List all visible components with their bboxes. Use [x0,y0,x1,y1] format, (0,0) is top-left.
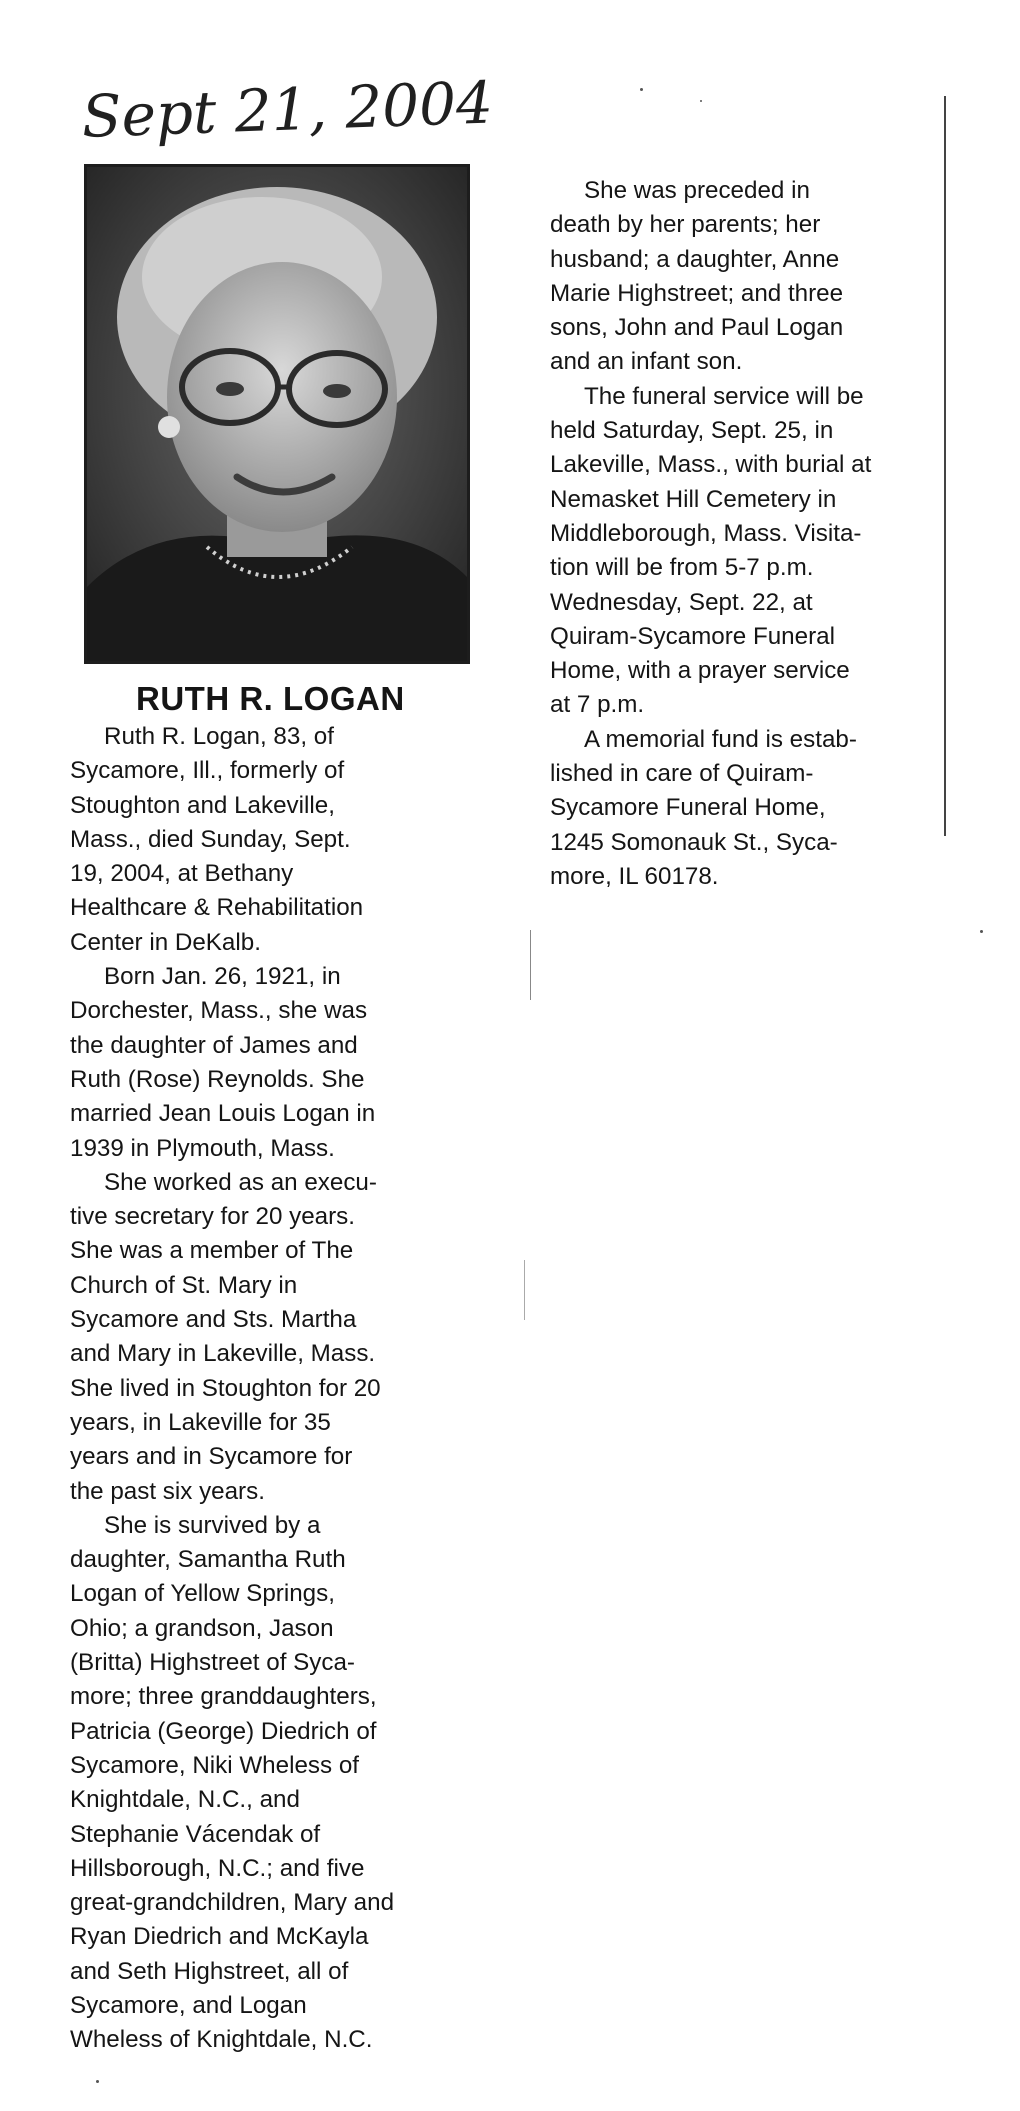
text-line: death by her parents; her [550,211,821,239]
text-line: more; three granddaughters, [70,1683,377,1711]
text-line: Sycamore, Ill., formerly of [70,757,345,785]
scan-speck [96,2080,99,2083]
text-line: Sycamore Funeral Home, [550,794,826,822]
text-line: sons, John and Paul Logan [550,314,844,342]
text-line: 1245 Somonauk St., Syca- [550,828,838,856]
handwritten-date [78,68,498,158]
text-line: Stoughton and Lakeville, [70,791,335,819]
text-line: Church of St. Mary in [70,1271,298,1299]
text-line: The funeral service will be [584,382,864,410]
obituary-paragraph [70,1166,470,1509]
text-line: Hillsborough, N.C.; and five [70,1854,365,1882]
obituary-headline: RUTH R. LOGAN [136,680,405,717]
text-line: Ohio; a grandson, Jason [70,1614,334,1642]
text-line: tion will be from 5-7 p.m. [550,554,814,582]
text-line: the past six years. [70,1477,265,1505]
text-line: 19, 2004, at Bethany [70,860,294,888]
text-line: more, IL 60178. [550,862,719,890]
text-line: and Seth Highstreet, all of [70,1957,349,1985]
text-line: and an infant son. [550,348,743,376]
scan-speck [640,88,643,91]
handwritten-date-text: Sept 21, 2004 [80,68,494,151]
portrait-photo [84,164,470,664]
text-line: Marie Highstreet; and three [550,279,844,307]
left-column [70,720,470,2058]
text-line: Wednesday, Sept. 22, at [550,588,813,616]
obituary-paragraph [70,960,470,1166]
obituary-paragraph [550,174,940,380]
text-line: Stephanie Vácendak of [70,1820,321,1848]
portrait-image [87,167,467,661]
text-line: married Jean Louis Logan in [70,1100,376,1128]
text-line: Healthcare & Rehabilitation [70,894,364,922]
text-line: She was preceded in [584,177,810,204]
text-line: Sycamore, Niki Wheless of [70,1751,359,1779]
margin-mark [530,930,531,1000]
text-line: Ryan Diedrich and McKayla [70,1923,369,1951]
text-line: Dorchester, Mass., she was [70,997,368,1025]
obituary-paragraph [550,723,940,894]
text-line: Quiram-Sycamore Funeral [550,622,835,650]
text-line: Born Jan. 26, 1921, in [104,963,341,991]
text-line: Nemasket Hill Cemetery in [550,485,837,513]
text-line: Home, with a prayer service [550,657,850,685]
text-line: 1939 in Plymouth, Mass. [70,1134,335,1162]
text-line: tive secretary for 20 years. [70,1203,355,1231]
text-line: lished in care of Quiram- [550,760,814,788]
text-line: Knightdale, N.C., and [70,1786,300,1814]
text-line: Logan of Yellow Springs, [70,1580,335,1608]
obituary-paragraph [550,380,940,723]
obituary-paragraph [70,1509,470,2058]
scan-speck [700,100,702,102]
text-line: great-grandchildren, Mary and [70,1889,395,1917]
text-line: Wheless of Knightdale, N.C. [70,2026,373,2054]
text-line: daughter, Samantha Ruth [70,1546,346,1574]
obituary-paragraph [70,720,470,960]
text-line: Middleborough, Mass. Visita- [550,519,862,547]
text-line: (Britta) Highstreet of Syca- [70,1649,355,1677]
text-line: the daughter of James and [70,1031,358,1059]
text-line: Sycamore and Sts. Martha [70,1306,357,1334]
text-line: Ruth (Rose) Reynolds. She [70,1065,365,1093]
column-rule [944,96,946,836]
text-line: Mass., died Sunday, Sept. [70,825,351,853]
text-line: She lived in Stoughton for 20 [70,1374,381,1402]
right-column [550,174,940,894]
text-line: Center in DeKalb. [70,928,261,956]
text-line: Sycamore, and Logan [70,1991,307,2019]
text-line: Patricia (George) Diedrich of [70,1717,377,1745]
text-line: years, in Lakeville for 35 [70,1408,331,1436]
text-line: held Saturday, Sept. 25, in [550,417,834,445]
text-line: She was a member of The [70,1237,354,1265]
text-line: at 7 p.m. [550,691,645,719]
text-line: years and in Sycamore for [70,1443,353,1471]
text-line: She is survived by a [104,1511,321,1539]
margin-mark [524,1260,525,1320]
text-line: and Mary in Lakeville, Mass. [70,1340,376,1368]
scan-speck [980,930,983,933]
text-line: Ruth R. Logan, 83, of [104,723,334,750]
text-line: A memorial fund is estab- [584,725,857,753]
text-line: Lakeville, Mass., with burial at [550,451,872,479]
text-line: She worked as an execu- [104,1168,377,1196]
text-line: husband; a daughter, Anne [550,245,840,273]
